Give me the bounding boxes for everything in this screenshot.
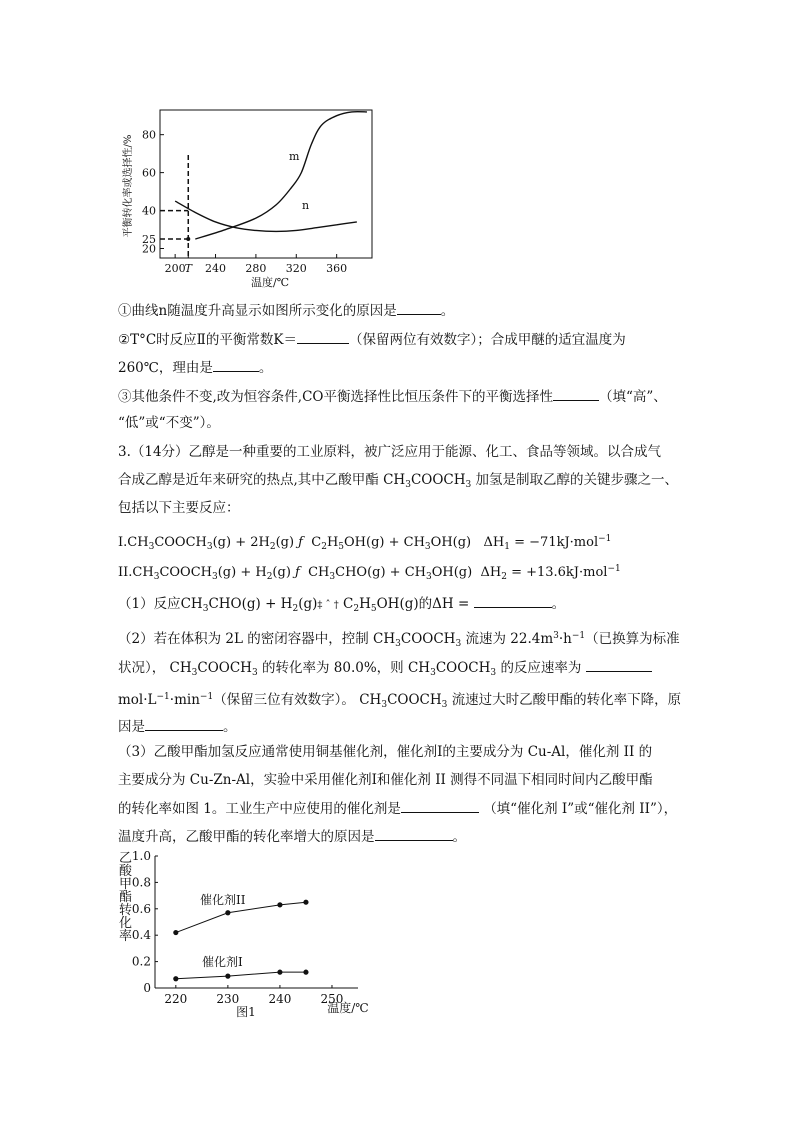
x-tick-label: 240 bbox=[268, 992, 292, 1006]
x-tick-label: 220 bbox=[164, 992, 188, 1006]
p3-text-a: 3.（14分）乙醇是一种重要的工业原料，被广泛应用于能源、化工、食品等领域。以合成气 bbox=[118, 444, 662, 460]
s3-text-d: （填“催化剂 I”或“催化剂 II”）， bbox=[483, 801, 678, 817]
curve-n-label: n bbox=[302, 199, 310, 212]
reaction-ii-prefix: II. bbox=[118, 565, 133, 580]
s2-text-b: 流速为 22.4m bbox=[465, 631, 554, 647]
s3-end: 。 bbox=[452, 829, 466, 845]
answer-blank[interactable] bbox=[401, 798, 479, 813]
series-line-i bbox=[176, 972, 306, 979]
x-tick-label: 360 bbox=[326, 262, 348, 275]
chart1-xlabel: 温度/℃ bbox=[250, 276, 290, 289]
x-tick-label: 320 bbox=[285, 262, 307, 275]
s2-text-c: （已换算为标准 bbox=[585, 631, 680, 647]
p3-text-c: 包括以下主要反应： bbox=[118, 500, 240, 516]
y-tick-label: 0.8 bbox=[131, 875, 151, 890]
s3-text-c: 的转化率如图 1。工业生产中应使用的催化剂是 bbox=[118, 801, 401, 817]
y-label-char: 转 bbox=[119, 903, 133, 918]
q2-text-c: 260℃，理由是 bbox=[118, 360, 213, 376]
y-label-char: 化 bbox=[119, 916, 133, 931]
q2-end: 。 bbox=[258, 360, 273, 376]
y-label-char: 乙 bbox=[119, 851, 133, 866]
s1-text-a: （1）反应 bbox=[118, 596, 181, 612]
reaction-i-value: = −71kJ·mol bbox=[514, 535, 599, 550]
answer-blank[interactable] bbox=[375, 826, 453, 841]
y-label-char: 率 bbox=[119, 929, 133, 944]
catalyst-conversion-chart bbox=[118, 848, 378, 1020]
y-tick-label: 0.4 bbox=[131, 928, 151, 943]
s2-line-2: 状况）， $CH_3COOCH_3$ 的转化率为 80.0%，则 $CH_3COOCH_3$ 的反应速率为 bbox=[118, 657, 652, 683]
series-label-i: 催化剂I bbox=[202, 955, 243, 969]
x-tick-label: 240 bbox=[205, 262, 227, 275]
chart1-ylabel: 平衡转化率或选择性/% bbox=[123, 134, 134, 238]
s3-text-b: 主要成分为 Cu-Zn-Al，实验中采用催化剂Ⅰ和催化剂 II 测得不同温下相同时间内乙酸甲酯 bbox=[118, 772, 653, 788]
answer-blank[interactable] bbox=[586, 657, 652, 672]
s1-text-b: 的ΔH = bbox=[418, 596, 470, 612]
data-point bbox=[303, 900, 308, 905]
s2-text-g: （保留三位有效数字）。 bbox=[213, 692, 355, 708]
x-tick-label: 200 bbox=[164, 262, 186, 275]
curve-n bbox=[175, 201, 357, 231]
y-tick-label: 25 bbox=[142, 233, 156, 247]
p3-text-b2: 加氢是制取乙醇的关键步骤之一、 bbox=[475, 472, 679, 488]
y-tick-label: 0 bbox=[143, 981, 151, 995]
s1-end: 。 bbox=[551, 596, 566, 612]
answer-blank[interactable] bbox=[553, 386, 599, 401]
s2-text-d: 状况）， bbox=[118, 660, 166, 676]
data-point bbox=[225, 974, 230, 979]
s1-line: （1）反应$CH_3CHO(g)$ + $H_2(g)\ddagger$ ˆ † $C_2H_5OH(g)$的ΔH = 。 bbox=[118, 593, 565, 619]
curve-m bbox=[195, 112, 367, 239]
y-tick-label: 1.0 bbox=[131, 849, 151, 863]
q3-text-c: “低”或“不变”）。 bbox=[118, 415, 220, 431]
data-point bbox=[225, 910, 230, 915]
p3-line-2: 合成乙醇是近年来研究的热点,其中乙酸甲酯 $CH_3COOCH_3$ 加氢是制取乙醇的关键步骤之一、 bbox=[118, 472, 679, 490]
equilibrium-chart bbox=[118, 98, 388, 298]
chart2-ylabel bbox=[119, 851, 133, 944]
y-label-char: 甲 bbox=[119, 877, 133, 892]
s2-end: 。 bbox=[223, 719, 237, 735]
s3-text-a: （3）乙酸甲酯加氢反应通常使用铜基催化剂，催化剂Ⅰ的主要成分为 Cu-Al，催化剂 II 的 bbox=[118, 744, 653, 760]
data-point bbox=[303, 970, 308, 975]
series-label-ii: 催化剂II bbox=[200, 893, 246, 907]
answer-blank[interactable] bbox=[474, 593, 552, 608]
chart2-xlabel: 温度/℃ bbox=[327, 1001, 369, 1015]
s3-line-2 bbox=[118, 770, 653, 790]
q2-text-b: （保留两位有效数字）；合成甲醚的适宜温度为 bbox=[348, 332, 626, 348]
answer-blank[interactable] bbox=[213, 357, 259, 372]
answer-blank[interactable] bbox=[297, 329, 349, 344]
s2-text-a: （2）若在体积为 2L 的密闭容器中，控制 bbox=[118, 631, 369, 647]
s3-text-e: 温度升高，乙酸甲酯的转化率增大的原因是 bbox=[118, 829, 375, 845]
y-label-char: 酸 bbox=[119, 864, 133, 879]
s2-text-e: 的转化率为 80.0%，则 bbox=[262, 660, 404, 676]
answer-blank[interactable] bbox=[145, 716, 223, 731]
q3-text: ③其他条件不变,改为恒容条件,CO平衡选择性比恒压条件下的平衡选择性 bbox=[118, 389, 553, 405]
s3-line-4 bbox=[118, 826, 466, 847]
x-tick-label: 280 bbox=[245, 262, 267, 275]
s2-line-4 bbox=[118, 716, 237, 737]
y-tick-label: 0.2 bbox=[131, 954, 151, 969]
curve-m-label: m bbox=[289, 150, 300, 163]
q1-text: ①曲线n随温度升高显示如图所示变化的原因是 bbox=[118, 303, 397, 319]
p3-text-b1: 合成乙醇是近年来研究的热点,其中乙酸甲酯 bbox=[118, 472, 379, 488]
chart2-title: 图1 bbox=[236, 1005, 256, 1019]
s2-text-f: 的反应速率为 bbox=[500, 660, 582, 676]
reaction-i-dh: ΔH bbox=[483, 535, 505, 550]
y-tick-label: 80 bbox=[142, 128, 156, 142]
s2-text-i: 因是 bbox=[118, 719, 145, 735]
reaction-ii-value: = +13.6kJ·mol bbox=[511, 565, 608, 580]
answer-blank[interactable] bbox=[397, 300, 441, 315]
y-tick-label: 20 bbox=[142, 242, 156, 256]
y-label-char: 酯 bbox=[119, 890, 133, 905]
y-tick-label: 40 bbox=[142, 204, 156, 218]
data-point bbox=[173, 976, 178, 981]
s2-line-1: （2）若在体积为 2L 的密闭容器中，控制 $CH_3COOCH_3$ 流速为 $22.4m^3\cdot h^{-1}$（已换算为标准 bbox=[118, 631, 680, 649]
s2-text-h: 流速过大时乙酸甲酯的转化率下降，原 bbox=[451, 692, 682, 708]
q2-line bbox=[118, 329, 626, 350]
x-tick-label: 250 bbox=[320, 992, 344, 1006]
q2-text: ②T°C时反应Ⅱ的平衡常数K＝ bbox=[118, 332, 297, 348]
x-tick-label: T bbox=[184, 262, 192, 275]
p3-line-3 bbox=[118, 498, 240, 518]
p3-line-1 bbox=[118, 442, 661, 462]
s3-line-1 bbox=[118, 742, 652, 762]
intersection-point bbox=[186, 237, 190, 241]
q3-line bbox=[118, 386, 667, 407]
q1-line bbox=[118, 300, 454, 321]
reaction-i-prefix: I. bbox=[118, 535, 128, 550]
q2-line-2 bbox=[118, 357, 272, 378]
data-point bbox=[277, 970, 282, 975]
data-point bbox=[277, 902, 282, 907]
x-tick-label: 230 bbox=[216, 992, 240, 1006]
data-point bbox=[173, 930, 178, 935]
reaction-I: $I.CH_3COOCH_3(g) + 2H_2(g)$ ƒ $C_2H_5OH(g) + CH_3OH(g) \Delta H_1 = -71kJ\cdot mol^{-1}$ bbox=[118, 534, 612, 552]
q3-line-2 bbox=[118, 413, 220, 433]
s3-line-3 bbox=[118, 798, 677, 819]
s2-line-3: $mol\cdot L^{-1}\cdot\min^{-1}$（保留三位有效数字）。 $CH_3COOCH_3$ 流速过大时乙酸甲酯的转化率下降，原 bbox=[118, 692, 682, 710]
chart1-frame bbox=[160, 110, 372, 258]
y-tick-label: 60 bbox=[142, 166, 156, 180]
q1-end: 。 bbox=[440, 303, 455, 319]
y-tick-label: 0.6 bbox=[131, 901, 151, 916]
q3-text-b: （填“高”、 bbox=[598, 389, 667, 405]
reaction-II: $II.CH_3COOCH_3(g) + H_2(g)$ ƒ $CH_3CHO(g) + CH_3OH(g) \Delta H_2 = +13.6kJ\cdot mol^{-1}$ bbox=[118, 564, 621, 582]
